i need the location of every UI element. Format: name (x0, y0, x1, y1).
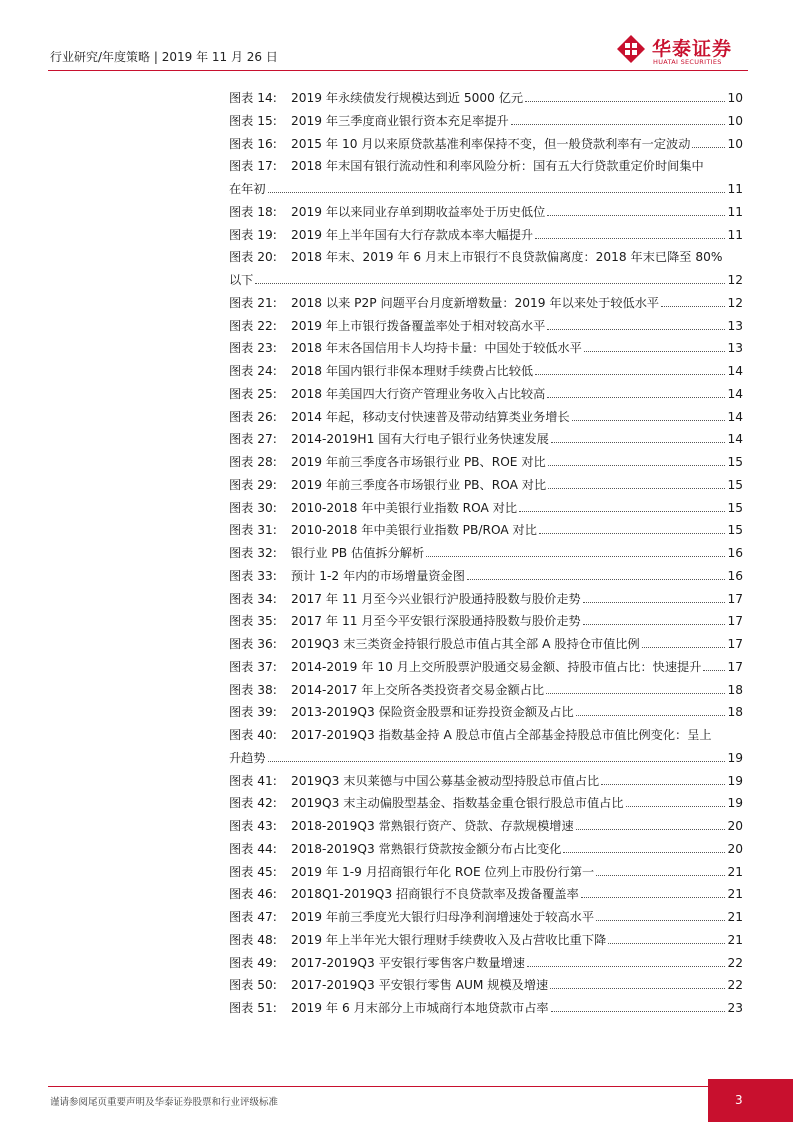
toc-leader-dots (626, 805, 726, 807)
toc-entry-label: 图表 40: (229, 728, 277, 742)
toc-entry-page: 23 (727, 1001, 743, 1015)
toc-entry[interactable] (229, 474, 743, 497)
toc-entry[interactable] (229, 679, 743, 702)
toc-entry-title: 2015 年 10 月以来原贷款基准利率保持不变，但一般贷款利率有一定波动 (291, 136, 691, 151)
toc-entry[interactable] (229, 451, 743, 474)
toc-entry[interactable] (229, 815, 743, 838)
toc-entry[interactable] (229, 292, 743, 315)
toc-entry[interactable] (229, 519, 743, 542)
toc-entry-label: 图表 20: (229, 250, 277, 265)
toc-leader-dots (547, 328, 725, 330)
toc-entry-page: 17 (727, 591, 743, 606)
toc-entry-page: 22 (727, 955, 743, 970)
toc-entry-page: 11 (727, 227, 743, 242)
toc-entry[interactable] (229, 542, 743, 565)
toc-leader-dots (583, 601, 726, 603)
toc-leader-dots (527, 965, 726, 967)
toc-entry-label: 图表 15: (229, 113, 277, 128)
toc-entry-page: 15 (727, 500, 743, 515)
toc-entry-title: 2019 年上半年国有大行存款成本率大幅提升 (291, 227, 534, 242)
toc-leader-dots (596, 874, 725, 876)
toc-entry-page: 15 (727, 523, 743, 538)
toc-leader-dots (535, 373, 725, 375)
toc-entry[interactable] (229, 246, 743, 292)
toc-entry-title-continued: 在年初 (229, 182, 266, 196)
toc-entry-title: 2017-2019Q3 指数基金持 A 股总市值占全部基金持股总市值比例变化：呈上 (291, 728, 712, 742)
toc-entry-label: 图表 45: (229, 864, 277, 879)
toc-entry-title: 2018-2019Q3 常熟银行贷款按金额分布占比变化 (291, 841, 562, 856)
toc-entry-label: 图表 37: (229, 659, 277, 674)
toc-entry[interactable] (229, 315, 743, 338)
toc-entry-label: 图表 18: (229, 204, 277, 219)
toc-entry-label: 图表 14: (229, 91, 277, 105)
toc-entry-title: 2013-2019Q3 保险资金股票和证券投资金额及占比 (291, 705, 574, 720)
toc-leader-dots (255, 282, 725, 284)
toc-entry-page: 13 (727, 341, 743, 356)
toc-entry-label: 图表 46: (229, 887, 277, 902)
toc-entry-label: 图表 48: (229, 932, 277, 947)
toc-entry-label: 图表 30: (229, 500, 277, 515)
toc-entry-page: 16 (727, 546, 743, 560)
toc-entry-title: 2018Q1-2019Q3 招商银行不良贷款率及拨备覆盖率 (291, 887, 579, 902)
toc-entry-page: 21 (727, 932, 743, 947)
toc-leader-dots (692, 146, 725, 148)
header-divider (48, 70, 748, 71)
toc-entry-title: 2019Q3 末三类资金持银行股总市值占其全部 A 股持仓市值比例 (291, 637, 640, 651)
toc-leader-dots (547, 396, 725, 398)
toc-leader-dots (268, 191, 726, 193)
toc-entry-label: 图表 43: (229, 819, 277, 833)
toc-entry-label: 图表 28: (229, 455, 277, 469)
footer-disclaimer: 谨请参阅尾页重要声明及华泰证券股票和行业评级标准 (50, 1097, 279, 1108)
toc-entry-page: 14 (727, 432, 743, 447)
toc-entry-title: 2017-2019Q3 平安银行零售 AUM 规模及增速 (291, 978, 549, 993)
toc-entry-page: 20 (727, 841, 743, 856)
toc-leader-dots (661, 305, 725, 307)
toc-entry[interactable] (229, 633, 743, 656)
toc-entry-title: 2019 年上半年光大银行理财手续费收入及占营收比重下降 (291, 932, 607, 947)
logo-chinese-name: 华泰证券 (652, 38, 733, 60)
toc-entry-page: 19 (727, 750, 743, 765)
toc-entry[interactable] (229, 929, 743, 952)
toc-entry-title: 2018-2019Q3 常熟银行资产、贷款、存款规模增速 (291, 819, 574, 833)
header-text: 行业研究/年度策略 | 2019 年 11 月 26 日 (50, 50, 278, 64)
toc-entry-label: 图表 51: (229, 1001, 277, 1015)
toc-entry-label: 图表 21: (229, 295, 277, 310)
toc-leader-dots (525, 100, 725, 102)
toc-entry-label: 图表 22: (229, 318, 277, 333)
toc-leader-dots (547, 214, 725, 216)
toc-entry-title: 2019 年 1-9 月招商银行年化 ROE 位列上市股份行第一 (291, 864, 595, 879)
toc-entry[interactable] (229, 838, 743, 861)
toc-entry-page: 18 (727, 705, 743, 720)
toc-entry-title: 2014-2019 年 10 月上交所股票沪股通交易金额、持股市值占比：快速提升 (291, 659, 702, 674)
toc-entry-title: 2018 年末各国信用卡人均持卡量：中国处于较低水平 (291, 341, 582, 356)
toc-entry-label: 图表 50: (229, 978, 277, 993)
toc-entry-title: 2018 年末、2019 年 6 月末上市银行不良贷款偏离度：2018 年末已降至 80% (291, 250, 723, 265)
toc-entry-title: 2014-2019H1 国有大行电子银行业务快速发展 (291, 432, 549, 447)
toc-entry-page: 14 (727, 386, 743, 401)
toc-entry[interactable] (229, 360, 743, 383)
huatai-logo-icon (616, 34, 646, 64)
toc-entry-label: 图表 41: (229, 773, 277, 788)
toc-entry[interactable] (229, 952, 743, 975)
toc-entry[interactable] (229, 883, 743, 906)
toc-entry-page: 17 (727, 659, 743, 674)
toc-entry-page: 12 (727, 295, 743, 310)
toc-entry-page: 14 (727, 409, 743, 424)
toc-entry-title: 2018 年国内银行非保本理财手续费占比较低 (291, 364, 534, 378)
toc-leader-dots (551, 1010, 726, 1012)
toc-entry-page: 11 (727, 204, 743, 219)
toc-leader-dots (426, 555, 725, 557)
toc-entry-page: 20 (727, 819, 743, 833)
toc-leader-dots (548, 487, 725, 489)
toc-entry-page: 10 (727, 91, 743, 105)
toc-entry-title-continued: 以下 (229, 273, 254, 287)
toc-entry[interactable] (229, 610, 743, 633)
toc-leader-dots (550, 987, 725, 989)
toc-entry-page: 12 (727, 273, 743, 287)
page-number-tab (708, 1079, 793, 1122)
toc-entry-page: 21 (727, 910, 743, 924)
toc-leader-dots (268, 760, 726, 762)
toc-entry-page: 16 (727, 568, 743, 583)
toc-entry-label: 图表 24: (229, 364, 277, 378)
toc-entry[interactable] (229, 224, 743, 247)
toc-entry[interactable] (229, 792, 743, 815)
toc-entry-label: 图表 35: (229, 614, 277, 629)
toc-entry-title: 银行业 PB 估值拆分解析 (291, 546, 425, 560)
toc-entry-title: 2019 年以来同业存单到期收益率处于历史低位 (291, 204, 546, 219)
toc-entry-label: 图表 49: (229, 955, 277, 970)
toc-leader-dots (519, 510, 725, 512)
toc-entry-title: 2017 年 11 月至今兴业银行沪股通持股数与股价走势 (291, 591, 581, 606)
toc-entry-title: 2019 年永续债发行规模达到近 5000 亿元 (291, 91, 524, 105)
toc-entry[interactable] (229, 110, 743, 133)
toc-entry-title: 2018 年末国有银行流动性和利率风险分析：国有五大行贷款重定价时间集中 (291, 159, 704, 174)
toc-entry[interactable] (229, 724, 743, 770)
toc-entry-label: 图表 36: (229, 637, 277, 651)
toc-entry-title: 2017-2019Q3 平安银行零售客户数量增速 (291, 955, 525, 970)
toc-leader-dots (546, 692, 725, 694)
toc-entry-label: 图表 32: (229, 546, 277, 560)
toc-entry-label: 图表 25: (229, 386, 277, 401)
toc-leader-dots (596, 919, 725, 921)
toc-entry-page: 17 (727, 637, 743, 651)
toc-entry-page: 11 (727, 182, 743, 196)
huatai-logo (616, 34, 746, 68)
toc-entry[interactable] (229, 87, 743, 110)
toc-entry[interactable] (229, 337, 743, 360)
toc-entry-label: 图表 33: (229, 568, 277, 583)
toc-leader-dots (703, 669, 725, 671)
toc-entry-page: 15 (727, 477, 743, 492)
toc-entry-title: 2019 年上市银行拨备覆盖率处于相对较高水平 (291, 318, 546, 333)
toc-entry[interactable] (229, 155, 743, 201)
toc-leader-dots (583, 623, 726, 625)
toc-entry-label: 图表 16: (229, 136, 277, 151)
toc-entry[interactable] (229, 588, 743, 611)
toc-entry-title: 2017 年 11 月至今平安银行深股通持股数与股价走势 (291, 614, 581, 629)
toc-entry-label: 图表 44: (229, 841, 277, 856)
toc-entry-page: 18 (727, 682, 743, 697)
toc-leader-dots (608, 942, 725, 944)
toc-leader-dots (572, 419, 726, 421)
toc-entry-label: 图表 27: (229, 432, 277, 447)
toc-entry-title: 2010-2018 年中美银行业指数 ROA 对比 (291, 500, 518, 515)
toc-leader-dots (551, 441, 726, 443)
toc-entry[interactable] (229, 656, 743, 679)
toc-leader-dots (576, 828, 726, 830)
toc-entry[interactable] (229, 201, 743, 224)
toc-entry[interactable] (229, 406, 743, 429)
toc-entry-label: 图表 38: (229, 682, 277, 697)
toc-entry-label: 图表 26: (229, 409, 277, 424)
toc-entry-page: 22 (727, 978, 743, 993)
toc-entry-page: 17 (727, 614, 743, 629)
toc-entry-title: 2014 年起，移动支付快速普及带动结算类业务增长 (291, 409, 570, 424)
toc-leader-dots (576, 714, 726, 716)
toc-leader-dots (535, 237, 725, 239)
toc-entry-label: 图表 23: (229, 341, 277, 356)
toc-entry-title: 2019 年前三季度光大银行归母净利润增速处于较高水平 (291, 910, 595, 924)
toc-leader-dots (584, 350, 726, 352)
toc-entry-title: 2018 以来 P2P 问题平台月度新增数量：2019 年以来处于较低水平 (291, 295, 660, 310)
toc-entry-title: 2019 年前三季度各市场银行业 PB、ROA 对比 (291, 477, 547, 492)
toc-entry-page: 19 (727, 773, 743, 788)
toc-entry-title: 2019 年前三季度各市场银行业 PB、ROE 对比 (291, 455, 546, 469)
toc-entry[interactable] (229, 974, 743, 997)
toc-entry-title: 预计 1-2 年内的市场增量资金图 (291, 568, 465, 583)
toc-leader-dots (511, 123, 726, 125)
toc-entry[interactable] (229, 997, 743, 1020)
figure-table-of-contents (229, 87, 743, 1020)
toc-entry-page: 19 (727, 796, 743, 811)
toc-entry[interactable] (229, 770, 743, 793)
toc-entry[interactable] (229, 565, 743, 588)
toc-entry-title: 2019 年 6 月末部分上市城商行本地贷款市占率 (291, 1001, 549, 1015)
toc-entry-label: 图表 17: (229, 159, 277, 174)
toc-entry-title: 2019Q3 末贝莱德与中国公募基金被动型持股总市值占比 (291, 773, 600, 788)
toc-leader-dots (581, 896, 726, 898)
toc-leader-dots (563, 851, 725, 853)
toc-leader-dots (539, 532, 726, 534)
page-number: 3 (735, 1093, 743, 1107)
toc-entry-label: 图表 42: (229, 796, 277, 811)
toc-entry-label: 图表 39: (229, 705, 277, 720)
toc-entry-title: 2019Q3 末主动偏股型基金、指数基金重仓银行股总市值占比 (291, 796, 624, 811)
toc-entry-title: 2019 年三季度商业银行资本充足率提升 (291, 113, 509, 128)
toc-leader-dots (601, 783, 725, 785)
toc-entry-page: 10 (727, 136, 743, 151)
toc-entry[interactable] (229, 428, 743, 451)
toc-entry-page: 13 (727, 318, 743, 333)
toc-leader-dots (467, 578, 726, 580)
toc-entry-page: 21 (727, 864, 743, 879)
toc-entry-title: 2018 年美国四大行资产管理业务收入占比较高 (291, 386, 546, 401)
toc-entry[interactable] (229, 861, 743, 884)
toc-entry-title: 2010-2018 年中美银行业指数 PB/ROA 对比 (291, 523, 537, 538)
toc-leader-dots (642, 646, 726, 648)
toc-entry[interactable] (229, 701, 743, 724)
toc-entry-label: 图表 47: (229, 910, 277, 924)
logo-english-name: HUATAI SECURITIES (653, 58, 722, 66)
toc-entry-page: 15 (727, 455, 743, 469)
toc-entry[interactable] (229, 497, 743, 520)
toc-entry-page: 21 (727, 887, 743, 902)
toc-entry-label: 图表 34: (229, 591, 277, 606)
toc-entry[interactable] (229, 133, 743, 156)
toc-entry-label: 图表 29: (229, 477, 277, 492)
toc-entry-label: 图表 31: (229, 523, 277, 538)
toc-entry[interactable] (229, 383, 743, 406)
footer-divider (48, 1086, 708, 1087)
toc-entry-title: 2014-2017 年上交所各类投资者交易金额占比 (291, 682, 545, 697)
toc-entry[interactable] (229, 906, 743, 929)
toc-leader-dots (548, 464, 726, 466)
toc-entry-title-continued: 升趋势 (229, 750, 266, 765)
toc-entry-page: 14 (727, 364, 743, 378)
toc-entry-page: 10 (727, 113, 743, 128)
toc-entry-label: 图表 19: (229, 227, 277, 242)
